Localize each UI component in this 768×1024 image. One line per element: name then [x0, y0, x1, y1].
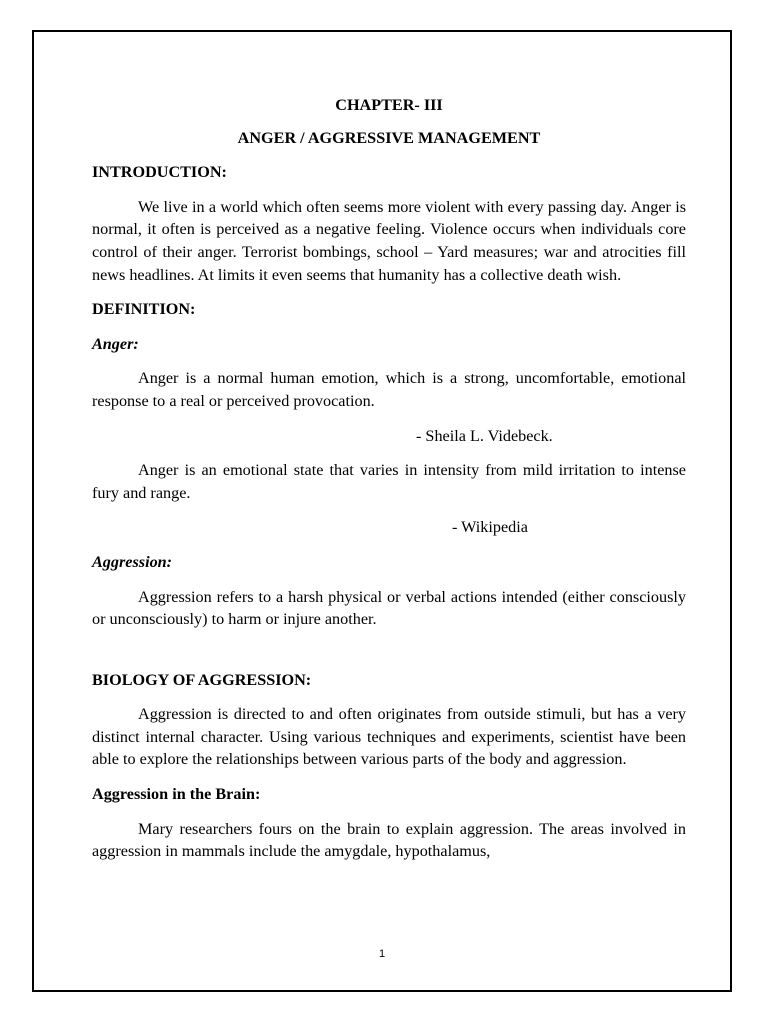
page-content — [92, 94, 686, 863]
aggression-subheading: Aggression: — [92, 552, 173, 571]
chapter-heading: CHAPTER- III — [335, 96, 443, 114]
introduction-paragraph: We live in a world which often seems more violent with every passing day. Anger is normal, it often is perceived as a negative feeling. Violence occurs when individuals core control of their anger. Terrorist bombings, school – Yard measures; war and atrocities fill news headlines. At limits it even seems that humanity has a collective death wish. — [92, 197, 686, 284]
section-spacer — [92, 643, 686, 669]
document-page — [32, 30, 732, 992]
aggression-definition: Aggression refers to a harsh physical or verbal actions intended (either consciously or unconsciously) to harm or injure another. — [92, 587, 686, 629]
brain-paragraph: Mary researchers fours on the brain to explain aggression. The areas involved in aggression in mammals include the amygdale, hypothalamus, — [92, 819, 686, 861]
brain-subheading: Aggression in the Brain: — [92, 785, 261, 804]
chapter-title: ANGER / AGGRESSIVE MANAGEMENT — [237, 128, 541, 147]
page-number: 1 — [378, 948, 386, 960]
anger-definition-2: Anger is an emotional state that varies in intensity from mild irritation to intense fury and range. — [92, 461, 686, 502]
anger-attribution-2: - Wikipedia — [452, 518, 528, 537]
introduction-heading: INTRODUCTION: — [92, 163, 227, 182]
biology-heading: BIOLOGY OF AGGRESSION: — [92, 670, 312, 689]
anger-definition-1: Anger is a normal human emotion, which is a strong, uncomfortable, emotional response to a real or perceived provocation. — [92, 369, 686, 410]
definition-heading: DEFINITION: — [92, 300, 196, 319]
anger-attribution-1: - Sheila L. Videbeck. — [416, 426, 553, 445]
biology-paragraph: Aggression is directed to and often originates from outside stimuli, but has a very distinct internal character. Using various techniques and experiments, scientist have been able to explore the relationships between various parts of the body and aggression. — [92, 705, 686, 769]
anger-subheading: Anger: — [92, 334, 139, 353]
